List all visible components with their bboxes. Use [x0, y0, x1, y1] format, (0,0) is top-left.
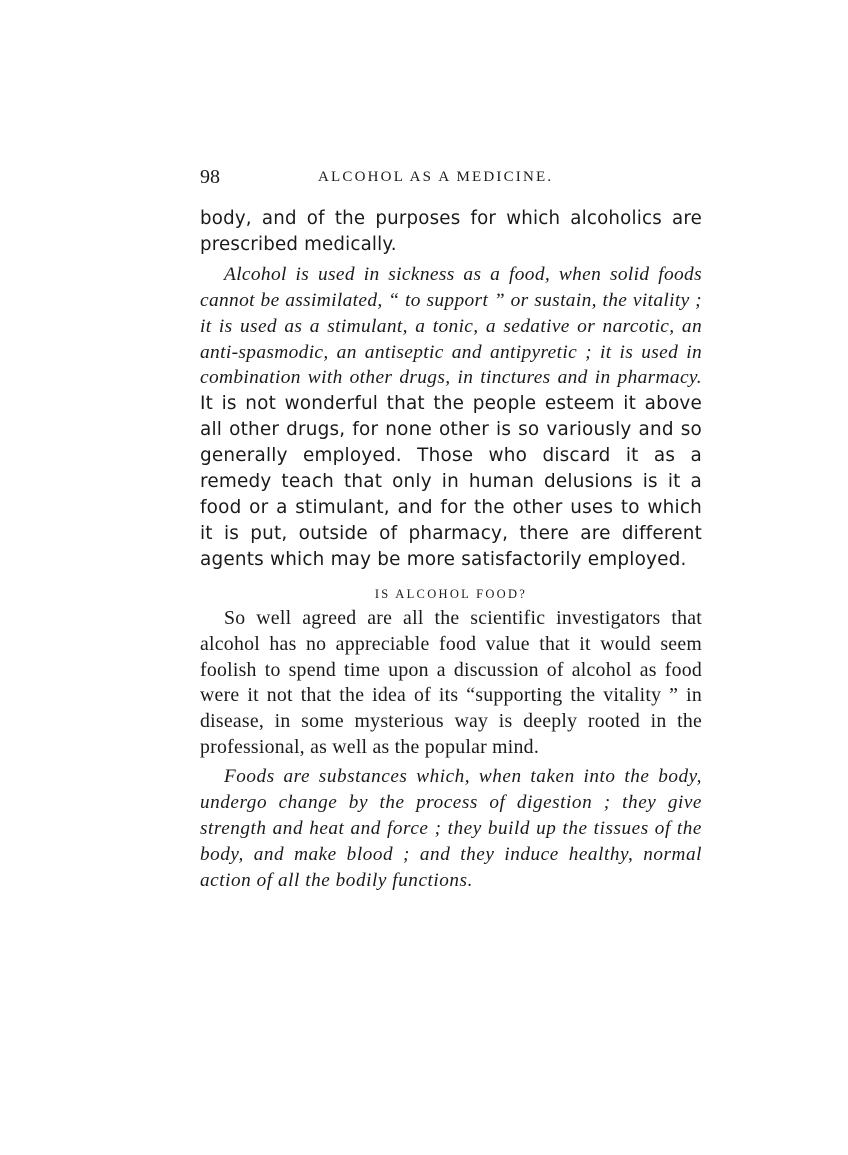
roman-passage-esteem: It is not wonderful that the people esteem it above all other drugs, for none other is so variously and so generally employed. Those who discard it as a remedy teach that only in human delusions is it a food or a stimulant, and for the other uses to which it is put, outside of pharmacy, there are different agents which may be more satisfactorily employed.: [200, 393, 702, 570]
section-subheading: IS ALCOHOL FOOD?: [374, 586, 528, 601]
italic-passage-uses: Alcohol is used in sickness as a food, when solid foods cannot be assimilated, “ to support ” or sustain, the vitality ; it is used as a stimulant, a tonic, a sedative or narcotic, an anti-spasmodic, an antiseptic and antipyretic ; it is used in combination with other drugs, in tinctures and in pharmacy.: [200, 263, 702, 389]
running-header: [200, 166, 702, 196]
paragraph-foods-definition: Foods are substances which, when taken into the body, undergo change by the process of digestion ; they give strength and heat and force ; they build up the tissues of the body, and make blood ; and they induce healthy, normal action of all the bodily functions.: [200, 766, 702, 891]
book-page: [200, 166, 702, 894]
page-number: 98: [200, 166, 220, 188]
paragraph-scientific-investigators: So well agreed are all the scientific investigators that alcohol has no appreciable food value that it would seem foolish to spend time upon a discussion of alcohol as food were it not that the idea of its “supporting the vitality ” in disease, in some mysterious way is deeply rooted in the professional, as well as the popular mind.: [200, 606, 702, 759]
paragraph-continued: body, and of the purposes for which alcoholics are prescribed medically.: [200, 208, 702, 255]
running-title: ALCOHOL AS A MEDICINE.: [318, 169, 554, 185]
paragraph-alcohol-uses: [200, 262, 702, 573]
